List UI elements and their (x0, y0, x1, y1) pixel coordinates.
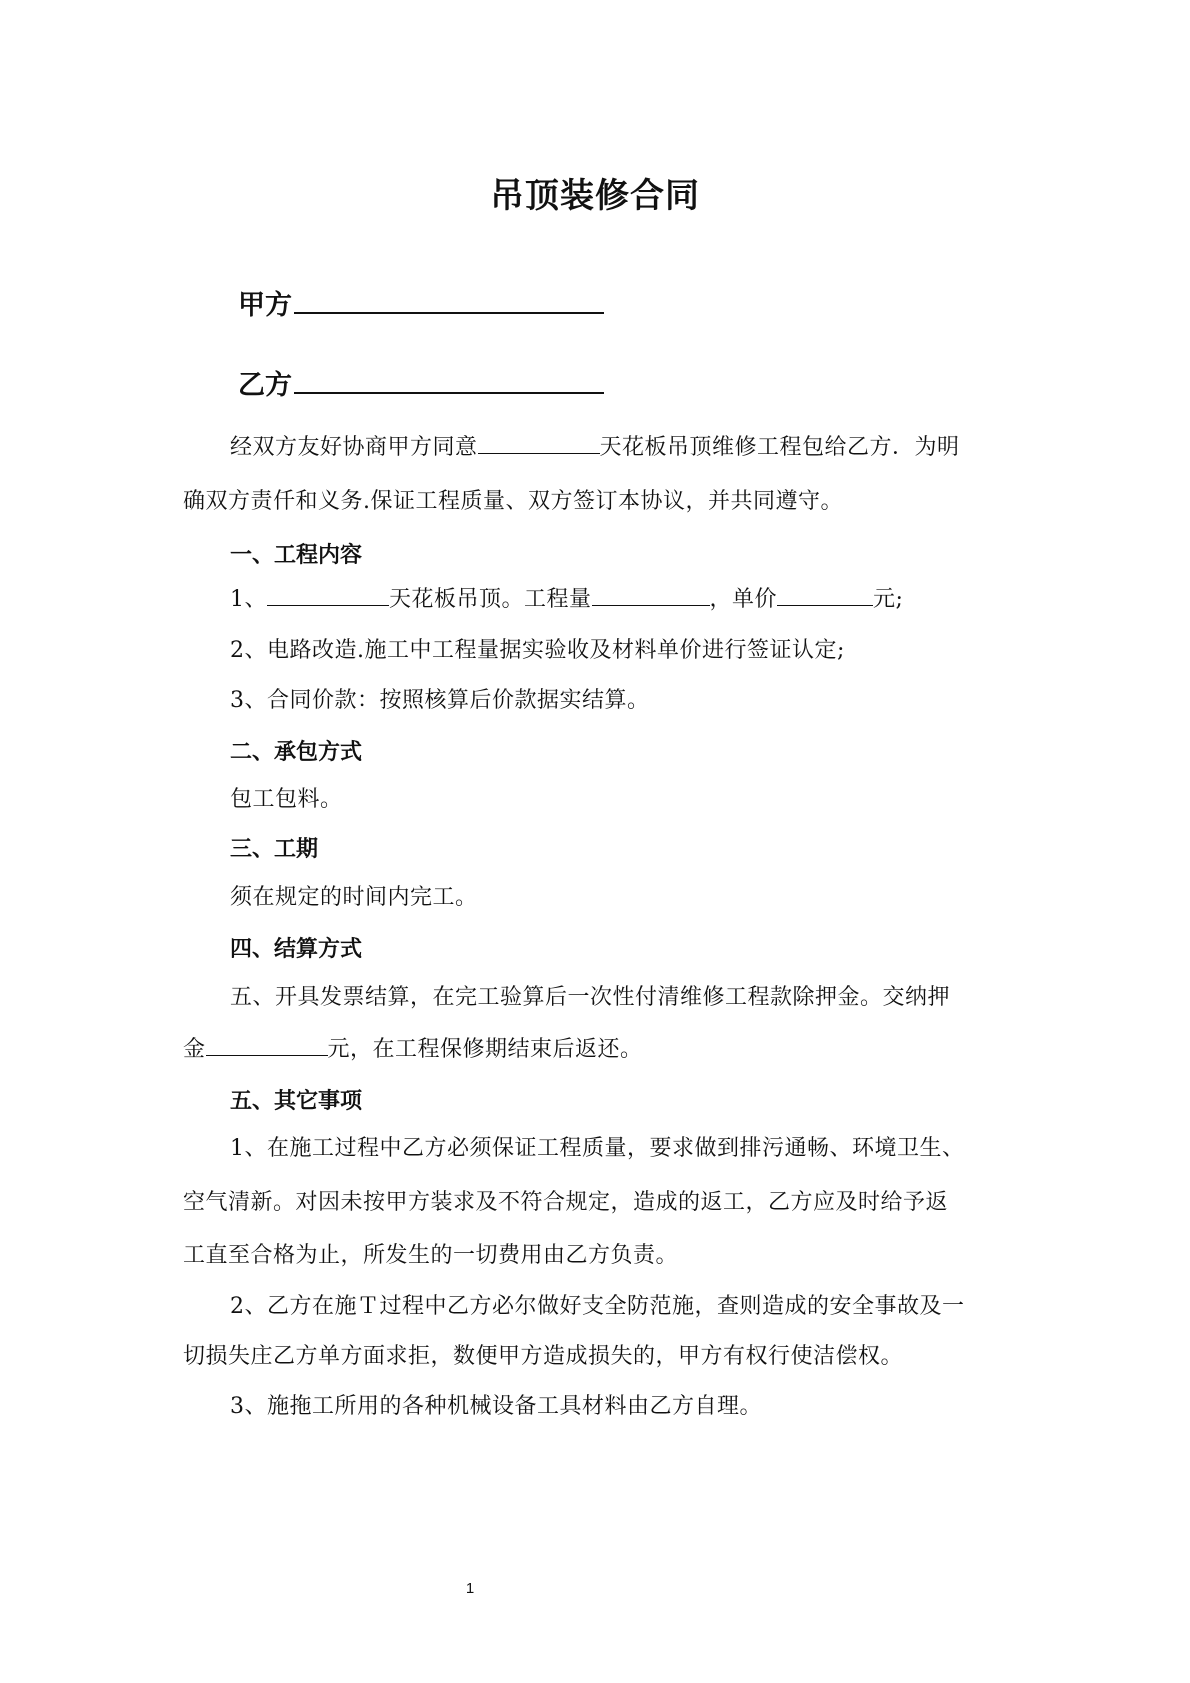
section-2-heading: 二、承包方式 (230, 740, 363, 765)
settlement-line-1: 五、开具发票结算，在完工验算后一次性付清维修工程款除押金。交纳押 (230, 985, 951, 1010)
ceiling-location-blank[interactable] (267, 585, 389, 606)
section-1-heading: 一、工程内容 (230, 543, 363, 568)
work-item-1 (230, 582, 1013, 613)
page-number: 1 (465, 1580, 475, 1597)
intro-line-2: 确双方责仟和义务.保证工程质量、双方签订本协议，并共同遵守。 (183, 489, 843, 514)
section-5-heading: 五、其它事项 (230, 1089, 363, 1114)
project-location-blank[interactable] (478, 433, 600, 454)
settlement-line-2 (183, 1032, 1013, 1063)
deposit-text: 元，在工程保修期结束后返还。 (327, 1037, 643, 1062)
item-1-number: 1、 (230, 587, 267, 612)
intro-text-a: 经双方友好协商甲方同意 (230, 435, 478, 460)
party-b-label: 乙方 (238, 370, 292, 401)
work-item-2: 2、电路改造.施工中工程量据实验收及材料单价进行签证认定; (230, 638, 845, 663)
party-b-blank[interactable] (294, 368, 604, 394)
unit-price-blank[interactable] (777, 585, 873, 606)
other-item-1-line-1: 1、在施工过程中乙方必须保证工程质量，要求做到排污通畅、环境卫生、 (230, 1136, 965, 1161)
section-2-text: 包工包料。 (230, 787, 343, 812)
other-item-3: 3、施拖工所用的各种机械设备工具材料由乙方自理。 (230, 1394, 762, 1419)
item-1-text: 天花板吊顶。工程量 (389, 587, 592, 612)
intro-text-b: 天花板吊顶维修工程包给乙方．为明 (599, 435, 960, 460)
other-item-1-line-3: 工直至合格为止，所发生的一切费用由乙方负责。 (183, 1243, 679, 1268)
other-item-1-line-2: 空气清新。对因未按甲方装求及不符合规定，造成的返工，乙方应及时给予返 (183, 1190, 949, 1215)
party-a-field (238, 283, 604, 322)
deposit-amount-blank[interactable] (206, 1035, 328, 1056)
item-1-unit: 元; (873, 587, 904, 612)
work-item-3: 3、合同价款：按照核算后价款据实结算。 (230, 688, 650, 713)
party-a-label: 甲方 (238, 290, 292, 321)
section-3-heading: 三、工期 (230, 837, 319, 862)
deposit-label: 金 (183, 1037, 206, 1062)
section-3-text: 须在规定的时间内完工。 (230, 885, 478, 910)
document-title: 吊顶装修合同 (490, 176, 700, 216)
quantity-blank[interactable] (592, 585, 710, 606)
party-a-blank[interactable] (294, 288, 604, 314)
item-1-price-label: ，单价 (709, 587, 778, 612)
intro-line-1 (230, 430, 1013, 461)
other-item-2-line-2: 切损失庄乙方单方面求拒，数便甲方造成损失的，甲方有权行使洁偿权。 (183, 1344, 904, 1369)
party-b-field (238, 363, 604, 402)
other-item-2-line-1: 2、乙方在施Ｔ过程中乙方必尔做好支全防范施，查则造成的安全事故及一 (230, 1294, 965, 1319)
section-4-heading: 四、结算方式 (230, 937, 363, 962)
